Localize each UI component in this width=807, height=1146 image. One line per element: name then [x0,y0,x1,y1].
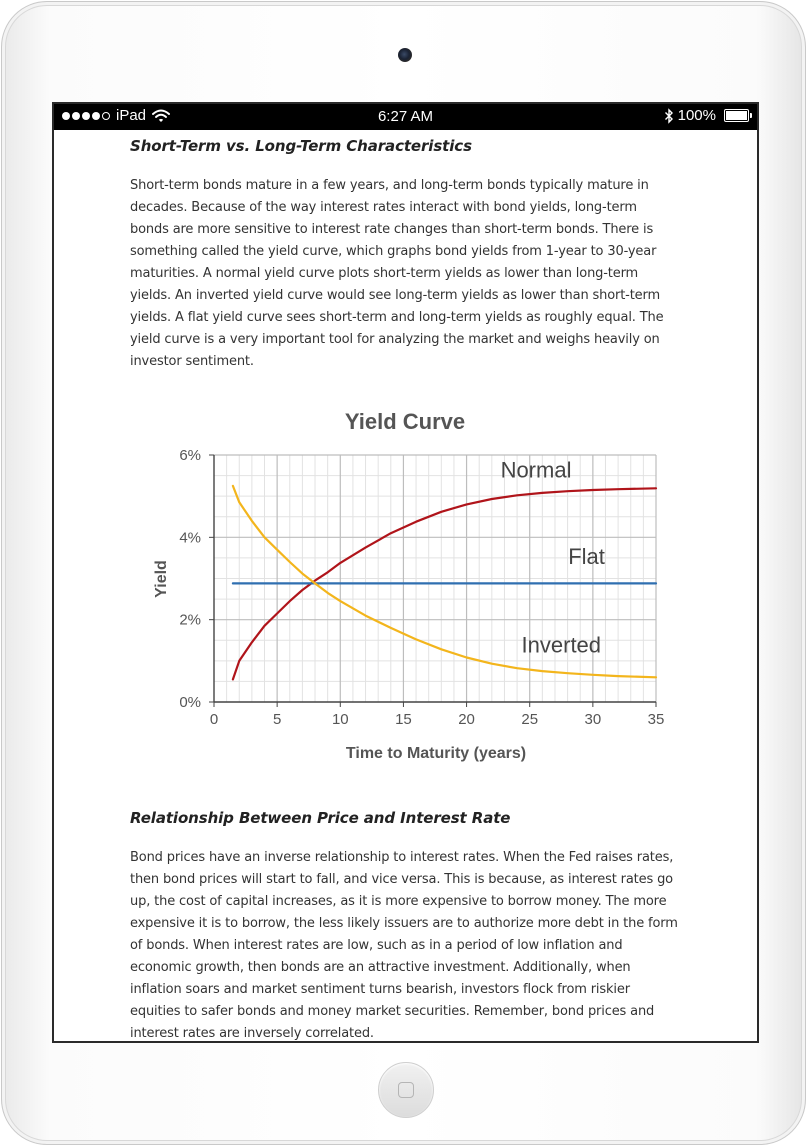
home-button[interactable] [378,1062,434,1118]
series-label-inverted: Inverted [521,632,602,658]
chart-grid [214,455,656,702]
carrier-label: iPad [116,107,147,124]
x-tick-label: 30 [584,711,602,728]
screen [52,102,759,1043]
series-label-normal: Normal [500,457,572,483]
x-axis-label: Time to Maturity (years) [345,745,527,762]
x-tick-label: 15 [395,711,412,728]
x-tick-label: 20 [458,711,475,728]
section-body-short-long: Short-term bonds mature in a few years, and long-term bonds typically mature in decades. Because of the way interest rates interact with bond yields, long-term bonds are more sensitive to interest rate changes than short-term bonds. There is something called the yield curve, which graphs bond yields from 1-year to 30-year maturities. A normal yield curve plots short-term yields as lower than long-term yields. An inverted yield curve would see long-term yields as lower than short-term yields. A flat yield curve sees short-term and long-term yields as roughly equal. The yield curve is a very important tool for analyzing the market and weighs heavily on investor sentiment. [130,178,664,369]
status-bar [54,104,757,130]
camera-icon [398,48,412,62]
yield-curve-chart [134,394,679,774]
y-axis-label: Yield [153,560,170,598]
chart-title: Yield Curve [344,409,466,434]
tablet-frame [1,1,806,1145]
status-right [664,107,749,124]
battery-icon [724,109,749,122]
section-title-short-long: Short-Term vs. Long-Term Characteristics [130,137,472,155]
y-tick-label: 0% [179,694,201,711]
status-time: 6:27 AM [377,108,434,125]
battery-percent: 100% [677,107,716,124]
x-tick-label: 25 [521,711,539,728]
x-tick-label: 35 [647,711,665,728]
section-body-price-rate: Bond prices have an inverse relationship to interest rates. When the Fed raises rates, then bond prices will start to fall, and vice versa. This is because, as interest rates go up, the cost of capital increases, as it is more expensive to borrow money. The more expensive it is to borrow, the less likely issuers are to authorize more debt in the form of bonds. When interest rates are low, such as in a period of low inflation and economic growth, then bonds are an attractive investment. Additionally, when inflation soars and market sentiment turns bearish, investors flock from riskier equities to safer bonds and money market securities. Remember, bond prices and interest rates are inversely correlated. [130,850,678,1041]
section-title-price-rate: Relationship Between Price and Interest Rate [130,809,511,827]
bluetooth-icon [664,108,674,124]
home-square-icon [398,1082,414,1098]
x-tick-label: 5 [272,711,282,728]
x-tick-label: 10 [331,711,349,728]
y-tick-label: 6% [179,447,201,464]
chart-axes [209,455,656,707]
y-tick-label: 4% [179,529,201,547]
series-label-flat: Flat [568,544,605,570]
x-tick-label: 0 [209,711,219,728]
y-tick-label: 2% [179,611,201,629]
